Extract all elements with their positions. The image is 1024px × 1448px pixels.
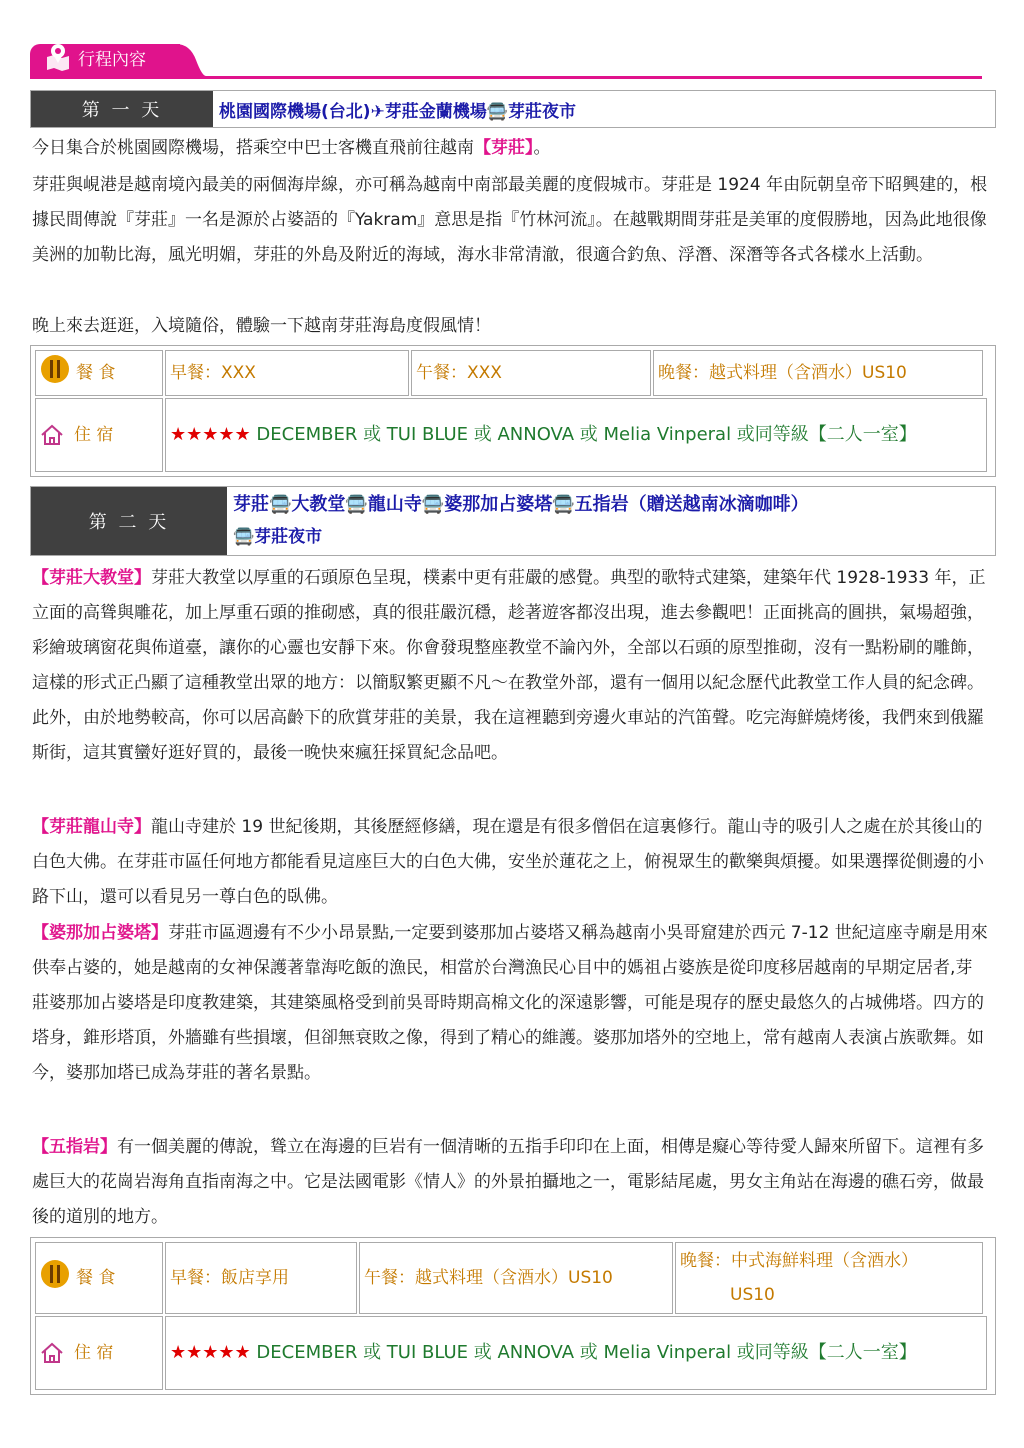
stay-cell-2 (165, 1316, 987, 1390)
spot-longson (32, 810, 988, 915)
day1-paragraph-1 (32, 131, 988, 166)
breakfast-cell-2: 早餐：飯店享用 (165, 1242, 357, 1314)
spot-fivefinger-text: 有一個美麗的傳說，聳立在海邊的巨岩有一個清晰的五指手印印在上面，相傳是癡心等待愛人歸來所留下。這裡有多處巨大的花崗岩海角直指南海之中。它是法國電影《情人》的外景拍攝地之一，電影結尾處，男女主角站在海邊的礁石旁，做最後的道別的地方。 (32, 1137, 984, 1227)
section-underline (30, 76, 982, 79)
day1-paragraph-3: 晚上來去逛逛，入境隨俗，體驗一下越南芽莊海島度假風情！ (32, 316, 491, 336)
section-title: 行程內容 (30, 44, 180, 76)
stay-label-2: 住 宿 (74, 1343, 114, 1363)
map-pin-icon (44, 43, 72, 71)
lunch-cell-2: 午餐：越式料理（含酒水）US10 (359, 1242, 673, 1314)
stars-2: ★★★★★ (170, 1342, 251, 1363)
spot-ponagar-name: 【婆那加占婆塔】 (32, 923, 168, 943)
fork-knife-icon (40, 1259, 70, 1289)
breakfast-cell: 早餐：XXX (165, 350, 409, 396)
day1-p1-text: 今日集合於桃園國際機場，搭乘空中巴士客機直飛前往越南 (32, 138, 474, 158)
hotel-options: DECEMBER 或 TUI BLUE 或 ANNOVA 或 Melia Vinperal 或同等級【二人一室】 (250, 424, 917, 445)
spot-ponagar (32, 916, 988, 1091)
stay-cell (165, 398, 987, 472)
spot-cathedral-text: 芽莊大教堂以厚重的石頭原色呈現，樸素中更有莊嚴的感覺。典型的歌特式建築，建築年代 1928-1933 年，正立面的高聳與雕花，加上厚重石頭的推砌感，真的很莊嚴沉穩，趁著遊客都沒出現，進去參觀吧！正面挑高的圓拱，氣場超強，彩繪玻璃窗花與佈道臺，讓你的心靈也安靜下來。你會發現整座教堂不論內外，全部以石頭的原型推砌，沒有一點粉刷的雕飾，這樣的形式正凸顯了這種教堂出眾的地方：以簡馭繁更顯不凡～在教堂外部，還有一個用以紀念歷代此教堂工作人員的紀念碑。此外，由於地勢較高，你可以居高齡下的欣賞芽莊的美景，我在這裡聽到旁邊火車站的汽笛聲。吃完海鮮燒烤後，我們來到俄羅斯街，這其實蠻好逛好買的，最後一晚快來瘋狂採買紀念品吧。 (32, 568, 986, 763)
meal-row (34, 349, 992, 397)
day2-bar (30, 486, 996, 556)
day2-info-table (30, 1237, 996, 1395)
stay-row-2 (34, 1315, 992, 1391)
day1-label: 第 一 天 (31, 91, 213, 127)
spot-longson-text: 龍山寺建於 19 世紀後期，其後歷經修繕，現在還是有很多僧侶在這裏修行。龍山寺的吸引人之處在於其後山的白色大佛。在芽莊市區任何地方都能看見這座巨大的白色大佛，安坐於蓮花之上，俯視眾生的歡樂與煩擾。如果選擇從側邊的小路下山，還可以看見另一尊白色的臥佛。 (32, 817, 984, 907)
day2-label: 第 二 天 (31, 487, 227, 555)
stay-label: 住 宿 (74, 425, 114, 445)
day2-route-line1: 芽莊🚍大教堂🚍龍山寺🚍婆那加占婆塔🚍五指岩（贈送越南冰滴咖啡） (233, 494, 809, 515)
meal-label: 餐 食 (76, 363, 116, 383)
stay-header (35, 398, 163, 472)
day1-bar (30, 90, 996, 128)
hotel-options-2: DECEMBER 或 TUI BLUE 或 ANNOVA 或 Melia Vinperal 或同等級【二人一室】 (250, 1342, 917, 1363)
spot-ponagar-text: 芽莊市區週邊有不少小昂景點,一定要到婆那加占婆塔又稱為越南小吳哥窟建於西元 7-12 世紀這座寺廟是用來供奉占婆的，她是越南的女神保護著靠海吃飯的漁民，相當於台灣漁民心目中的媽祖占婆族是從印度移居越南的早期定居者,芽莊婆那加占婆塔是印度教建築，其建築風格受到前吳哥時期高棉文化的深遠影響，可能是現存的歷史最悠久的占城佛塔。四方的塔身，錐形塔頂，外牆雖有些損壞，但卻無衰敗之像，得到了精心的維護。婆那加塔外的空地上，常有越南人表演占族歌舞。如今，婆那加塔已成為芽莊的著名景點。 (32, 923, 988, 1083)
stay-header-2 (35, 1316, 163, 1390)
meal-row-2 (34, 1241, 992, 1315)
meal-label-2: 餐 食 (76, 1268, 116, 1288)
day1-p1-end: 。 (533, 138, 551, 158)
fork-knife-icon (40, 354, 70, 384)
spot-fivefinger (32, 1130, 988, 1235)
spot-cathedral-name: 【芽莊大教堂】 (32, 568, 151, 588)
day1-p1-highlight: 【芽莊】 (474, 138, 534, 158)
day1-paragraph-2: 芽莊與峴港是越南境內最美的兩個海岸線，亦可稱為越南中南部最美麗的度假城市。芽莊是 1924 年由阮朝皇帝下昭興建的，根據民間傳說『芽莊』一名是源於占婆語的『Yakram』意思是指『竹林河流』。在越戰期間芽莊是美軍的度假勝地，因為此地很像美洲的加勒比海，風光明媚，芽莊的外島及附近的海域，海水非常清澈，很適合釣魚、浮潛、深潛等各式各樣水上活動。 (32, 175, 988, 265)
meal-header (35, 350, 163, 396)
tab-curve (176, 44, 206, 78)
dinner-cell-2 (675, 1242, 983, 1314)
home-icon (40, 1341, 64, 1365)
home-icon (40, 423, 64, 447)
stay-row (34, 397, 992, 473)
spot-longson-name: 【芽莊龍山寺】 (32, 817, 151, 837)
dinner-line2: US10 (730, 1285, 775, 1305)
stars: ★★★★★ (170, 424, 251, 445)
day2-route-line2: 🚍芽莊夜市 (233, 527, 323, 547)
section-header (30, 40, 982, 80)
day1-info-table (30, 345, 996, 477)
dinner-line1: 晚餐：中式海鮮料理（含酒水） (680, 1251, 918, 1271)
day2-route (227, 487, 809, 555)
spot-cathedral (32, 561, 988, 771)
spot-fivefinger-name: 【五指岩】 (32, 1137, 117, 1157)
meal-header-2 (35, 1242, 163, 1314)
day1-route: 桃園國際機場(台北)✈芽莊金蘭機場🚍芽莊夜市 (219, 101, 576, 122)
lunch-cell: 午餐：XXX (411, 350, 651, 396)
dinner-cell: 晚餐：越式料理（含酒水）US10 (653, 350, 983, 396)
